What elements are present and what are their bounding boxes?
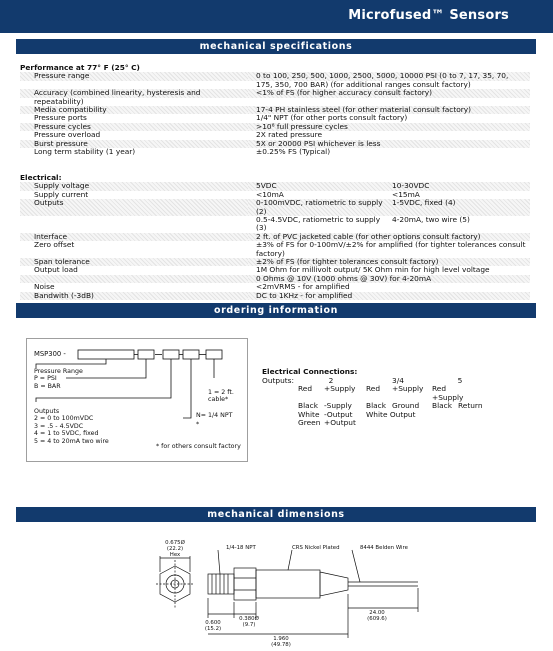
spec-value: 0-100mVDC, ratiometric to supply (2) [256, 198, 383, 216]
ordering-star: * [196, 421, 200, 428]
wire-color: Red [432, 384, 447, 393]
ordering-text: P = PSI [34, 375, 57, 383]
wire-signal: +Supply [392, 384, 424, 393]
spec-label: Supply current [34, 189, 89, 199]
dim-text: 0.675Ø [165, 540, 185, 546]
dim-wire-label: 8444 Belden Wire [360, 545, 408, 551]
section-title: mechanical dimensions [207, 509, 345, 520]
spec-value: ±0.25% FS (Typical) [256, 147, 331, 157]
spec-value: ±2% of FS (for tighter tolerances consult factory) [248, 258, 530, 266]
spec-value: <2mVRMS - for amplified [256, 282, 350, 292]
spec-label: Supply voltage [20, 182, 248, 190]
spec-value: ±3% of FS for 0-100mV/±2% for amplified (for tighter tolerances consult factory) [256, 240, 526, 258]
ordering-box-port [206, 350, 222, 359]
wire-color: Black [432, 401, 452, 410]
ordering-model: MSP300 - [34, 350, 66, 358]
spec-value: 10-30VDC [392, 181, 430, 191]
ordering-box-range [78, 350, 134, 359]
spec-label: Accuracy (combined linearity, hysteresis and [20, 89, 248, 97]
spec-value: 0 Ohms @ 10V (1000 ohms @ 30V) for 4-20mA [248, 275, 530, 283]
spec-label: Pressure ports [34, 113, 87, 123]
electrical-connections-table [262, 377, 490, 428]
col-header: 5 [457, 375, 463, 385]
dim-hex-label [160, 540, 190, 558]
section-title: ordering information [213, 305, 339, 316]
dim-text: (609.6) [367, 616, 387, 622]
sensor-body [256, 570, 320, 598]
ordering-text: Pressure Range [34, 368, 83, 375]
dim-text: 1.960 [273, 636, 289, 642]
wire-signal: +Supply [324, 384, 356, 393]
spec-label: Media compatibility [20, 106, 248, 114]
wire-signal: -Supply [324, 401, 352, 410]
ordering-cable [208, 389, 234, 404]
dim-380-label [236, 616, 262, 628]
dim-text: 0.600 [205, 620, 221, 626]
spec-label: Outputs [20, 199, 248, 216]
dim-text: (15.2) [204, 626, 222, 632]
spec-value: >10⁸ full pressure cycles [248, 123, 530, 131]
col-header: 3/4 [392, 375, 404, 385]
spec-row [20, 89, 530, 97]
dim-text: Hex [169, 552, 181, 558]
ordering-outputs [34, 408, 109, 445]
wire-color: Red [366, 384, 381, 393]
ordering-note: * for others consult factory [156, 443, 241, 450]
spec-label: Zero offset [34, 240, 75, 250]
spec-value: 17-4 PH stainless steel (for other material consult factory) [248, 106, 530, 114]
section-bar-ordering-information [16, 303, 536, 318]
electrical-heading: Electrical: [20, 173, 62, 182]
spec-value: 5VDC [256, 181, 277, 191]
ordering-text: Outputs [34, 408, 60, 415]
section-bar-mechanical-specifications [16, 39, 536, 54]
ordering-text: 5 = 4 to 20mA two wire [34, 437, 109, 445]
ordering-box-cable [183, 350, 199, 359]
wire-color: Black [298, 401, 318, 410]
performance-spec [20, 64, 530, 156]
spec-value: 1/4" NPT (for other ports consult factory) [256, 113, 408, 123]
dim-npt-label: 1/4-18 NPT [226, 545, 256, 551]
ordering-box-unit [138, 350, 154, 359]
spec-label: Long term stability (1 year) [34, 147, 136, 157]
spec-value: 1M Ohm for millivolt output/ 5K Ohm min for high level voltage [256, 265, 490, 275]
wire-signal: +Output [324, 418, 356, 427]
dim-text: 0.380Ø [239, 616, 259, 622]
header-bar [0, 0, 553, 33]
outputs-label: Outputs: [262, 375, 295, 385]
spec-label: Pressure range [20, 72, 248, 80]
col-header: 2 [328, 375, 334, 385]
wire-signal: +Supply [432, 392, 464, 402]
section-title: mechanical specifications [199, 41, 353, 52]
spec-value: 4-20mA, two wire (5) [392, 215, 470, 225]
dim-text: (22.2) [166, 546, 184, 552]
page-title: Microfused™ Sensors [348, 8, 509, 23]
ordering-text: 1 = 2 ft. [208, 389, 234, 396]
spec-row [20, 148, 530, 156]
strain-relief [320, 572, 348, 596]
ordering-npt: N= 1/4 NPT [196, 412, 233, 419]
dim-600-label [200, 620, 226, 632]
spec-value: 2X rated pressure [256, 130, 323, 140]
dim-text: (9.7) [242, 622, 256, 628]
spec-value: 175, 350, 700 BAR) (for additional ranges consult factory) [256, 79, 471, 89]
spec-value: DC to 1KHz - for amplified [248, 292, 530, 300]
electrical-spec [20, 174, 530, 300]
spec-value: <10mA [256, 189, 284, 199]
spec-value: 0 to 100, 250, 500, 1000, 2500, 5000, 10000 PSI (0 to 7, 17, 35, 70, [248, 72, 530, 80]
ordering-box-output [163, 350, 179, 359]
spec-value: <15mA [392, 189, 420, 199]
dim-text: 24.00 [369, 610, 385, 616]
dim-196-label [266, 636, 296, 648]
ordering-pressure-range [34, 368, 83, 390]
wire-signal: Return [458, 401, 483, 410]
dim-text: (49.78) [271, 642, 291, 648]
spec-label: Noise [34, 282, 55, 292]
wire-signal: -Output [324, 409, 353, 419]
spec-label: repeatability) [34, 96, 84, 106]
spec-value: 1-5VDC, fixed (4) [392, 198, 456, 208]
hex-body [234, 568, 256, 600]
dim-crs-label: CRS Nickel Plated [292, 545, 340, 551]
dim-24-label [362, 610, 392, 622]
wire-color: Green [298, 418, 321, 427]
spec-label: Burst pressure [20, 140, 248, 148]
spec-row [20, 241, 530, 258]
ordering-text: 3 = .5 - 4.5VDC [34, 422, 84, 430]
spec-row [20, 292, 530, 300]
spec-row [20, 199, 530, 216]
wire-signal: Ground [392, 401, 420, 410]
spec-label: Span tolerance [20, 258, 248, 266]
wire-color: White Output [366, 409, 416, 419]
spec-value: <1% of FS (for higher accuracy consult factory) [248, 89, 530, 97]
spec-value: 2 ft. of PVC jacketed cable (for other options consult factory) [248, 233, 530, 241]
spec-label: Pressure overload [34, 130, 101, 140]
spec-label: Output load [34, 265, 78, 275]
spec-label: Pressure cycles [20, 123, 248, 131]
spec-label: Bandwith (-3dB) [20, 292, 248, 300]
section-bar-mechanical-dimensions [16, 507, 536, 522]
electrical-connections-heading: Electrical Connections: [262, 367, 358, 376]
ordering-text: 2 = 0 to 100mVDC [34, 415, 94, 423]
spec-value: 5X or 20000 PSI whichever is less [248, 140, 530, 148]
wire-color: White [298, 409, 320, 419]
spec-row [20, 216, 530, 233]
wire-color: Black [366, 401, 386, 410]
spec-label [20, 216, 248, 233]
spec-label: Interface [20, 233, 248, 241]
ordering-text: 4 = 1 to 5VDC, fixed [34, 430, 99, 438]
ordering-text: cable* [208, 396, 229, 404]
spec-value: 0.5-4.5VDC, ratiometric to supply (3) [256, 215, 381, 233]
electrical-connections [262, 368, 490, 428]
wire-color: Red [298, 384, 313, 393]
ordering-text: B = BAR [34, 382, 61, 390]
performance-heading: Performance at 77° F (25° C) [20, 63, 140, 72]
